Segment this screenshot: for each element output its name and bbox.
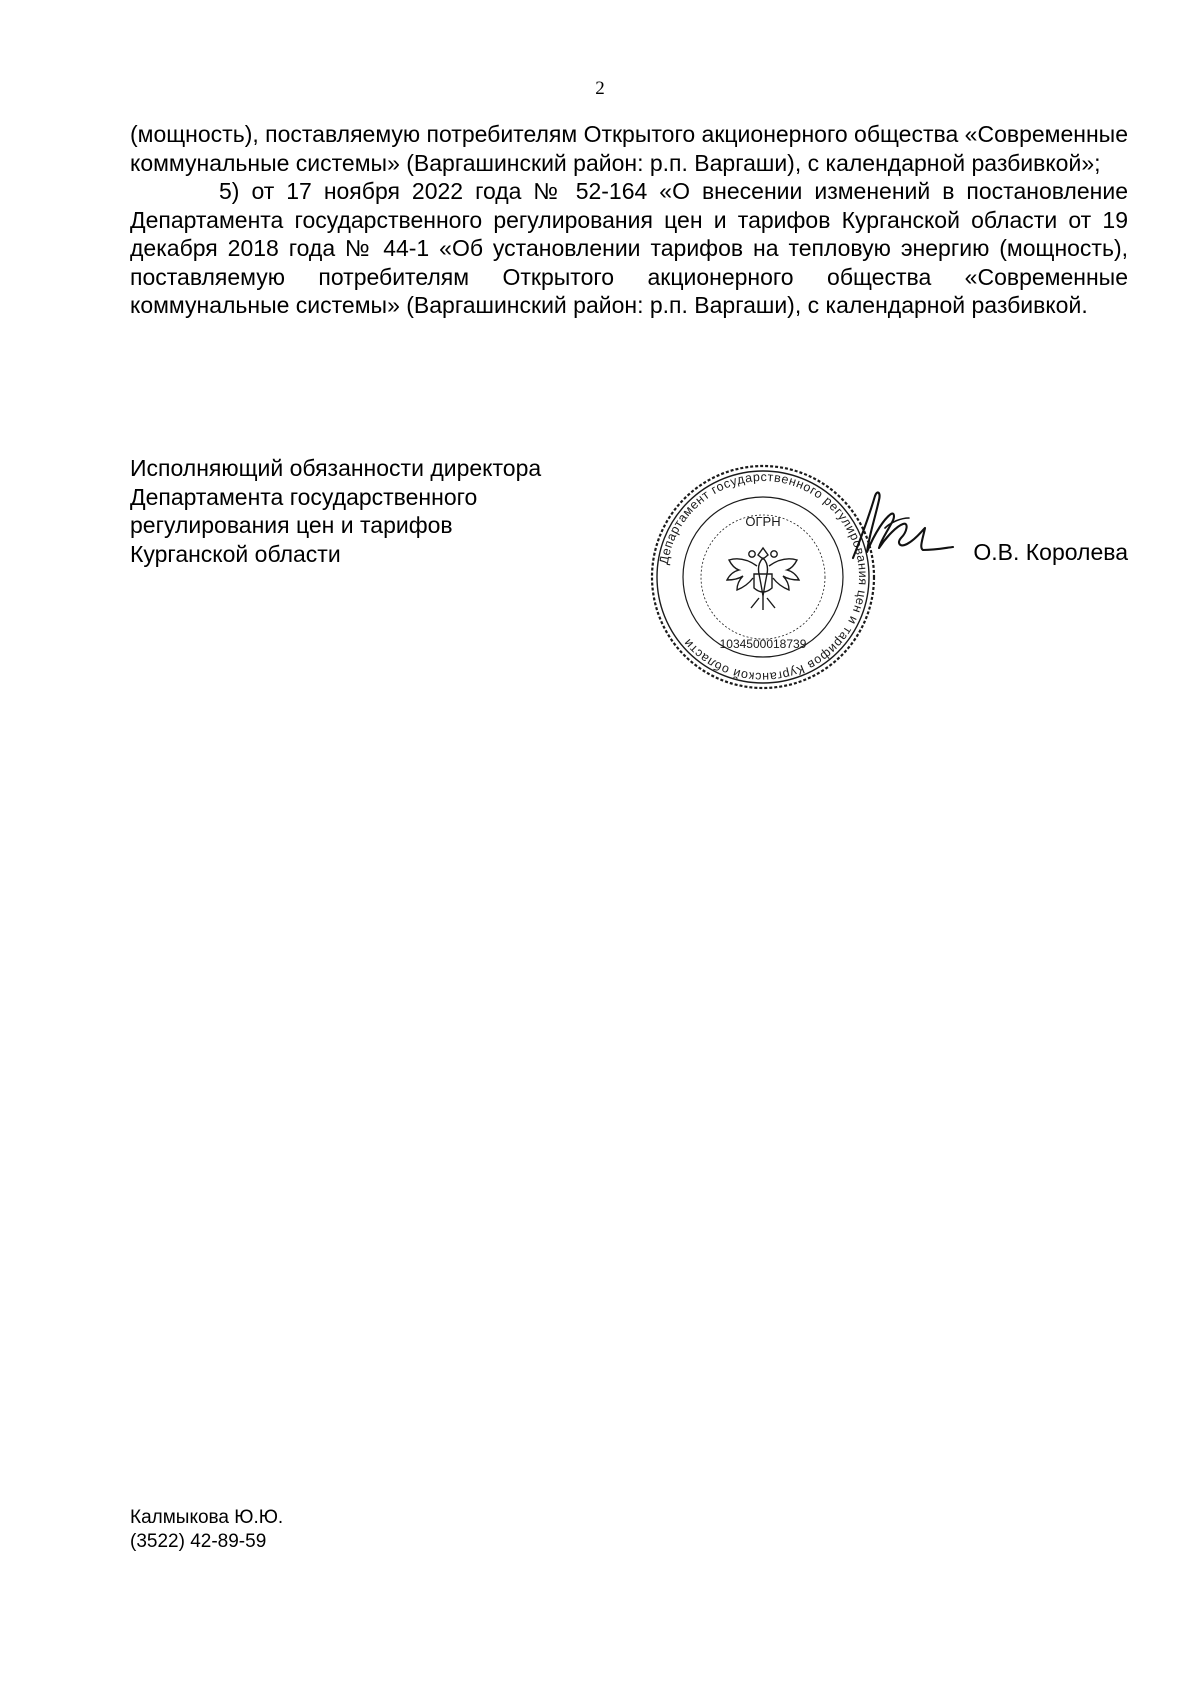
svg-text:Департамент государственного р bbox=[657, 470, 870, 684]
executor-phone: (3522) 42-89-59 bbox=[130, 1531, 267, 1552]
executor-info bbox=[130, 1506, 283, 1554]
signatory-position-line: регулирования цен и тарифов bbox=[130, 512, 453, 538]
document-body bbox=[130, 120, 1128, 320]
executor-name: Калмыкова Ю.Ю. bbox=[130, 1507, 284, 1528]
handwritten-signature bbox=[845, 488, 955, 570]
signatory-name: О.В. Королева bbox=[973, 539, 1128, 565]
signatory-position-line: Исполняющий обязанности директора bbox=[130, 455, 542, 481]
signatory-position-line: Департамента государственного bbox=[130, 483, 478, 510]
signatory-position bbox=[130, 454, 590, 568]
page-number: 2 bbox=[595, 78, 605, 99]
signatory-position-line: Курганской области bbox=[130, 540, 341, 567]
coat-of-arms-icon bbox=[727, 548, 799, 610]
seal-ogrn-number: 1034500018739 bbox=[719, 637, 807, 651]
seal-ogrn-label: ОГРН bbox=[745, 514, 781, 529]
official-seal bbox=[648, 462, 878, 692]
paragraph-item-5: 5) от 17 ноября 2022 года № 52-164 «О внесении изменений в постановление Департамента государственного регулирования цен и тарифов Курганской области от 19 декабря 2018 года № 44-1 «Об установлении тарифов на тепловую энергию (мощность), поставляемую потребителям Открытого акционерного общества «Современные коммунальные системы» (Варгашинский район: р.п. Варгаши), с календарной разбивкой. bbox=[130, 178, 1128, 318]
seal-outer-text: Департамент государственного регулирования цен и тарифов Курганской области bbox=[656, 469, 871, 685]
paragraph-continuation: (мощность), поставляемую потребителям Открытого акционерного общества «Современные коммунальные системы» (Варгашинский район: р.п. Варгаши), с календарной разбивкой»; bbox=[130, 121, 1128, 176]
